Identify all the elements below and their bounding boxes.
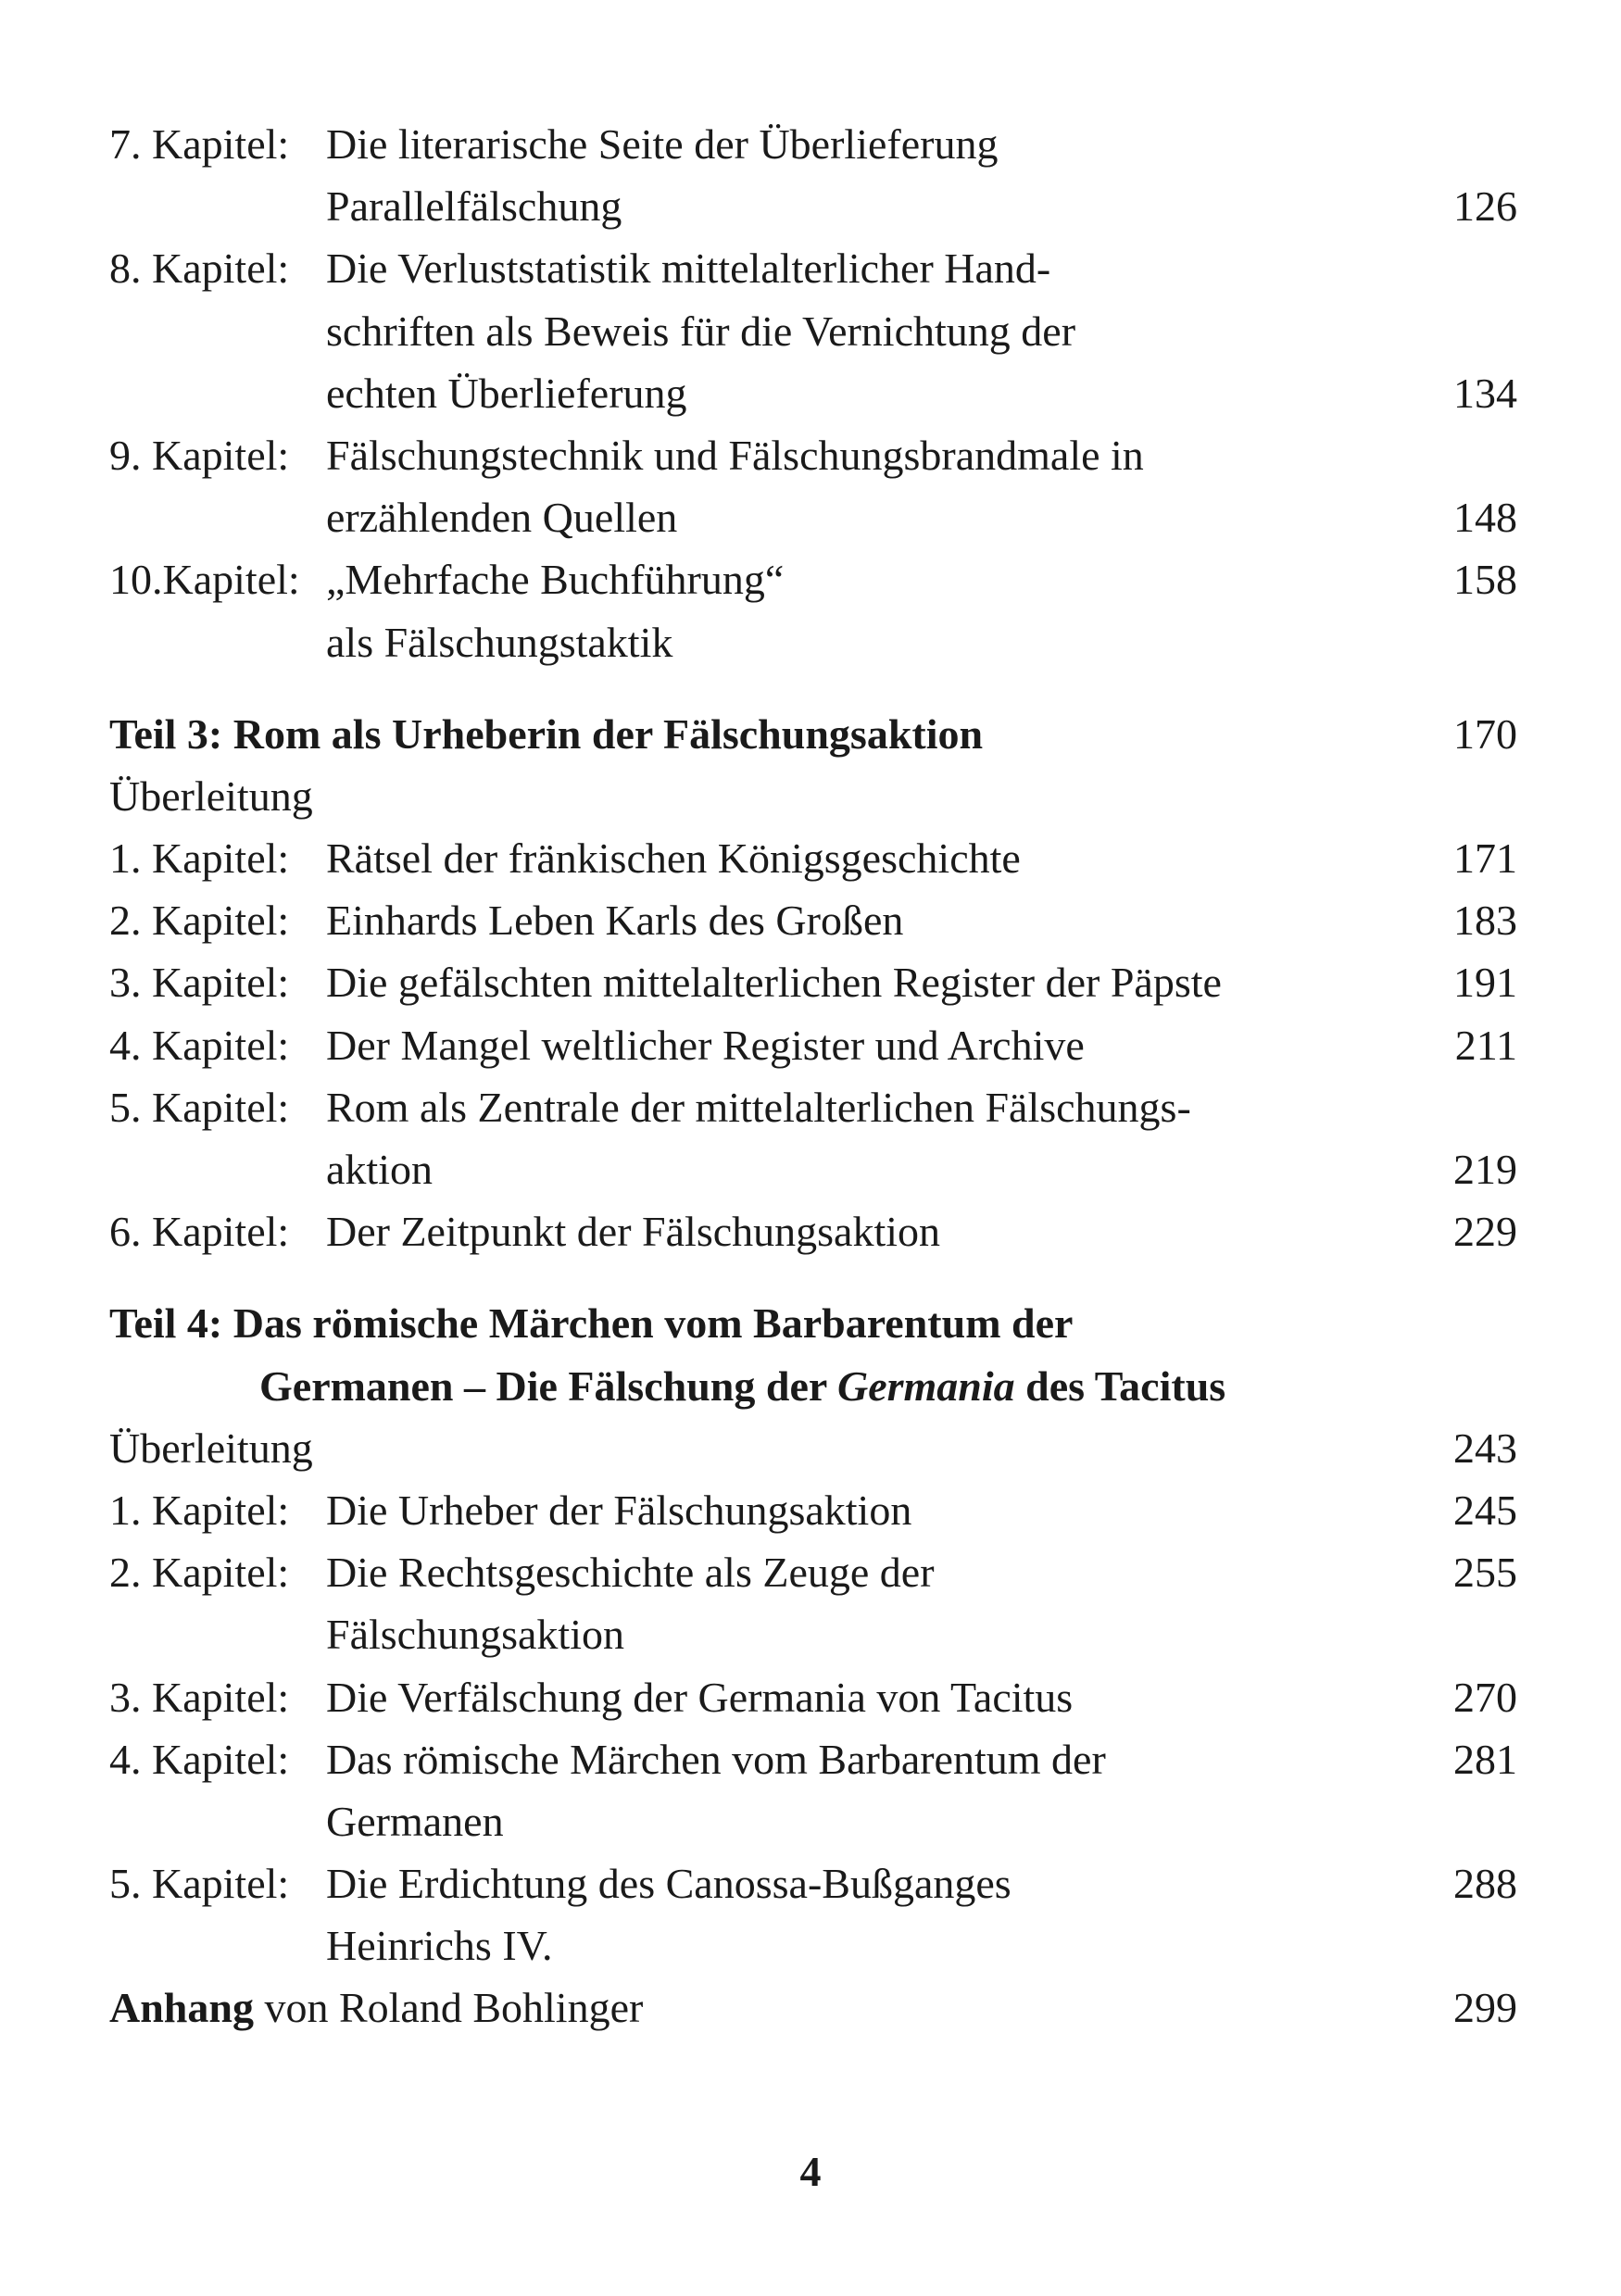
part-title-emphasis: Germania: [836, 1361, 1015, 1410]
chapter-title: aktion: [326, 1146, 433, 1193]
toc-row-ch8-cont: [109, 362, 1517, 424]
chapter-title: Rom als Zentrale der mittelalterlichen Fälschungs-: [326, 1083, 1191, 1131]
chapter-title: Rätsel der fränkischen Königsgeschichte: [326, 834, 1021, 883]
toc-row-p4-ch3: [109, 1666, 1517, 1728]
toc-row-p3-ch4: [109, 1014, 1517, 1076]
toc-row-appendix: [109, 1976, 1517, 2039]
chapter-label: 5. Kapitel:: [109, 1083, 290, 1131]
page-ref: 255: [1453, 1549, 1517, 1597]
toc-row-p4-ch5-cont: [109, 1914, 1517, 1976]
toc-row-p4-ch2: [109, 1541, 1517, 1603]
chapter-label: 7. Kapitel:: [109, 120, 290, 168]
toc-row-p4-ch2-cont: [109, 1603, 1517, 1665]
page-ref: 245: [1453, 1486, 1517, 1534]
chapter-label: 8. Kapitel:: [109, 245, 290, 293]
part-title: Teil 3: Rom als Urheberin der Fälschungsaktion: [109, 709, 984, 758]
page-ref: 158: [1453, 556, 1517, 604]
page-ref: 183: [1453, 897, 1517, 945]
chapter-title: Parallelfälschung: [326, 182, 622, 231]
toc-row-p3-ch5: [109, 1076, 1517, 1138]
chapter-title: Die Rechtsgeschichte als Zeuge der: [326, 1549, 935, 1597]
chapter-label: 3. Kapitel:: [109, 1673, 290, 1721]
toc-row-ch9: [109, 424, 1517, 486]
chapter-title: Heinrichs IV.: [326, 1922, 553, 1970]
chapter-title: Fälschungstechnik und Fälschungsbrandmale in: [326, 431, 1144, 479]
part-title-continued: [259, 1355, 1225, 1417]
page-ref: 171: [1453, 834, 1517, 883]
page-ref: 134: [1453, 369, 1517, 417]
chapter-label: 9. Kapitel:: [109, 431, 290, 479]
chapter-title: Die literarische Seite der Überlieferung: [326, 120, 999, 168]
page-number: 4: [799, 2148, 822, 2195]
transition-title: Überleitung: [109, 772, 313, 820]
page-ref: 148: [1453, 494, 1517, 542]
page-ref: 126: [1453, 182, 1517, 231]
chapter-label: 10.Kapitel:: [109, 556, 300, 604]
page-ref: 170: [1453, 709, 1517, 758]
toc-row-ch9-cont: [109, 486, 1517, 548]
appendix-entry: [109, 1976, 643, 2039]
chapter-label: 6. Kapitel:: [109, 1208, 290, 1256]
chapter-title: echten Überlieferung: [326, 369, 687, 417]
chapter-title: Das römische Märchen vom Barbarentum der: [326, 1735, 1106, 1783]
page-ref: 219: [1453, 1146, 1517, 1193]
toc-row-ch10: [109, 548, 1517, 610]
chapter-title: Die Erdichtung des Canossa-Bußganges: [326, 1860, 1012, 1908]
table-of-contents: [109, 113, 1517, 2039]
toc-row-p4-ch4-cont: [109, 1790, 1517, 1852]
chapter-title: erzählenden Quellen: [326, 494, 678, 542]
toc-row-transition: [109, 1417, 1517, 1479]
page-ref: 211: [1454, 1021, 1517, 1069]
toc-part-4-heading: [109, 1292, 1517, 1354]
toc-row-ch7-cont: [109, 175, 1517, 237]
toc-row-ch8-cont: [109, 300, 1517, 362]
chapter-title: Der Zeitpunkt der Fälschungsaktion: [326, 1208, 941, 1256]
chapter-label: 1. Kapitel:: [109, 834, 290, 883]
page-ref: 270: [1453, 1673, 1517, 1721]
toc-row-p3-ch2: [109, 889, 1517, 951]
chapter-title: Germanen: [326, 1797, 504, 1845]
chapter-label: 3. Kapitel:: [109, 959, 290, 1007]
toc-part-4-heading-cont: [109, 1355, 1517, 1417]
chapter-title: als Fälschungstaktik: [326, 618, 673, 666]
part-title-text: Germanen – Die Fälschung der: [259, 1361, 837, 1410]
chapter-label: 2. Kapitel:: [109, 897, 290, 945]
part-title-text: des Tacitus: [1014, 1361, 1226, 1410]
chapter-title: Die gefälschten mittelalterlichen Register der Päpste: [326, 959, 1222, 1007]
toc-row-p4-ch4: [109, 1728, 1517, 1790]
chapter-title: Die Verfälschung der Germania von Tacitus: [326, 1673, 1074, 1721]
transition-title: Überleitung: [109, 1424, 313, 1472]
chapter-title: Fälschungsaktion: [326, 1611, 624, 1659]
chapter-title: Der Mangel weltlicher Register und Archive: [326, 1021, 1085, 1069]
page-ref: 243: [1453, 1424, 1517, 1472]
toc-row-p3-ch6: [109, 1200, 1517, 1262]
page-ref: 299: [1453, 1984, 1517, 2032]
toc-row-transition: [109, 765, 1517, 827]
toc-row-ch8: [109, 237, 1517, 299]
page-ref: 288: [1453, 1860, 1517, 1908]
chapter-title: Die Verluststatistik mittelalterlicher Hand-: [326, 245, 1051, 293]
appendix-title: Anhang: [109, 1984, 254, 2032]
chapter-label: 1. Kapitel:: [109, 1486, 290, 1534]
page-ref: 191: [1453, 959, 1517, 1007]
chapter-label: 4. Kapitel:: [109, 1021, 290, 1069]
chapter-title: Die Urheber der Fälschungsaktion: [326, 1486, 912, 1534]
toc-row-p4-ch1: [109, 1479, 1517, 1541]
appendix-author: von Roland Bohlinger: [253, 1984, 644, 2032]
toc-row-p3-ch1: [109, 827, 1517, 889]
toc-row-p4-ch5: [109, 1852, 1517, 1914]
toc-row-ch10-cont: [109, 611, 1517, 673]
chapter-label: 5. Kapitel:: [109, 1860, 290, 1908]
chapter-label: 4. Kapitel:: [109, 1735, 290, 1783]
part-title: Teil 4: Das römische Märchen vom Barbarentum der: [109, 1299, 1074, 1348]
chapter-title: Einhards Leben Karls des Großen: [326, 897, 904, 945]
chapter-label: 2. Kapitel:: [109, 1549, 290, 1597]
page-ref: 229: [1453, 1208, 1517, 1256]
toc-row-ch7: [109, 113, 1517, 175]
toc-part-3-heading: [109, 703, 1517, 765]
toc-row-p3-ch5-cont: [109, 1138, 1517, 1200]
chapter-title: „Mehrfache Buchführung“: [326, 556, 785, 604]
page-ref: 281: [1453, 1735, 1517, 1783]
toc-row-p3-ch3: [109, 951, 1517, 1013]
chapter-title: schriften als Beweis für die Vernichtung der: [326, 307, 1076, 355]
